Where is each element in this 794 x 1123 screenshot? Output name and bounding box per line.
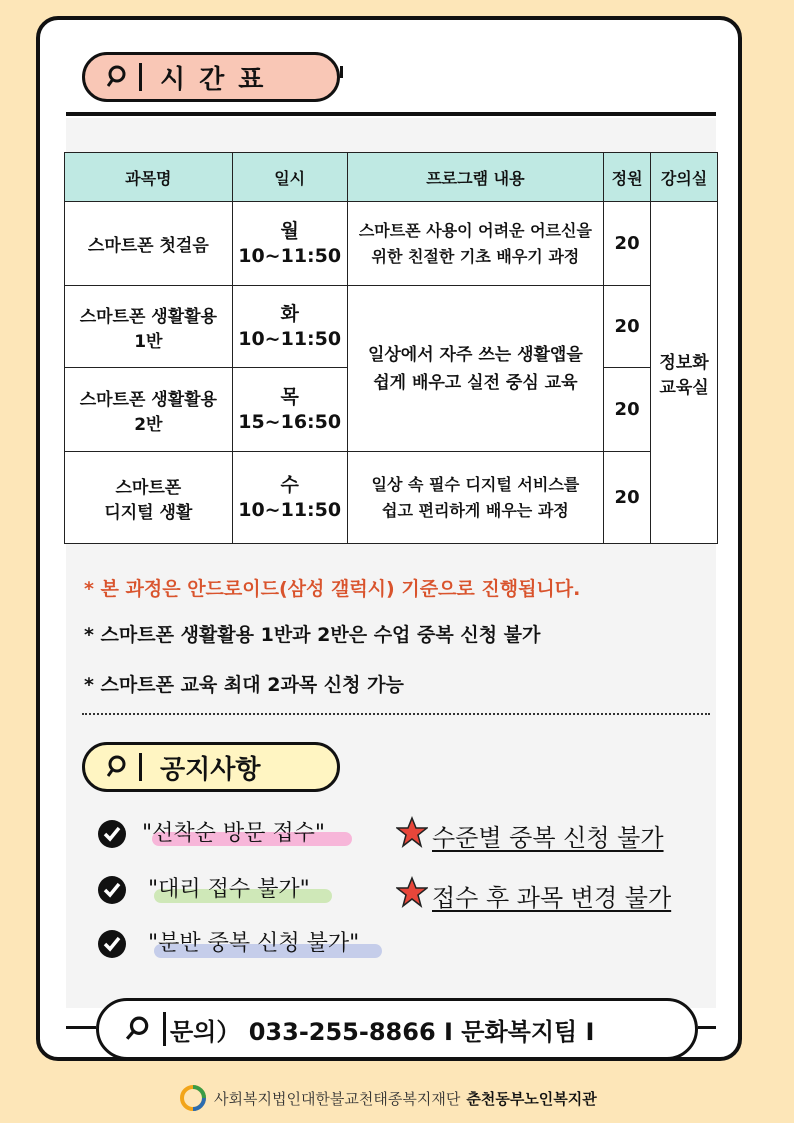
contact-text: 문의） 033-255-8866 Ι 문화복지팀 Ι	[170, 1017, 595, 1046]
table-header-row	[65, 153, 718, 202]
divider	[340, 66, 343, 78]
timetable-heading	[82, 52, 340, 102]
course-datetime: 화 10~11:50	[232, 286, 347, 368]
note-android: * 본 과정은 안드로이드(삼성 갤럭시) 기준으로 진행됩니다.	[84, 578, 581, 600]
course-datetime: 목 15~16:50	[232, 368, 347, 452]
check-icon	[98, 930, 126, 958]
star-icon	[396, 876, 428, 908]
course-name: 스마트폰 첫걸음	[65, 202, 233, 286]
footer	[180, 1083, 597, 1113]
contact-bar	[96, 998, 698, 1060]
star-item: 수준별 중복 신청 불가	[432, 824, 664, 852]
course-datetime: 수 10~11:50	[232, 452, 347, 544]
notice-item: "분반 중복 신청 불가"	[148, 931, 360, 956]
divider	[66, 1026, 96, 1029]
check-icon	[98, 820, 126, 848]
course-capacity: 20	[604, 286, 651, 368]
course-desc: 스마트폰 사용이 어려운 어르신을 위한 친절한 기초 배우기 과정	[347, 202, 603, 286]
divider	[163, 1012, 166, 1046]
notice-item: "대리 접수 불가"	[148, 877, 310, 902]
star-icon	[396, 816, 428, 848]
course-name: 스마트폰 생활활용 2반	[65, 368, 233, 452]
divider	[139, 63, 142, 91]
header-datetime: 일시	[232, 153, 347, 202]
logo-icon	[180, 1085, 206, 1111]
divider	[82, 713, 710, 715]
classroom: 정보화 교육실	[651, 202, 718, 544]
table-row	[65, 452, 718, 544]
note-duplicate: * 스마트폰 생활활용 1반과 2반은 수업 중복 신청 불가	[84, 624, 541, 646]
course-desc: 일상 속 필수 디지털 서비스를 쉽고 편리하게 배우는 과정	[347, 452, 603, 544]
divider	[139, 753, 142, 781]
notice-title: 공지사항	[160, 754, 261, 785]
header-room: 강의실	[651, 153, 718, 202]
notice-heading	[82, 742, 340, 792]
divider	[66, 112, 716, 116]
header-content: 프로그램 내용	[347, 153, 603, 202]
table-row	[65, 202, 718, 286]
footer-org: 사회복지법인대한불교천태종복지재단	[214, 1089, 461, 1108]
search-icon	[107, 755, 131, 779]
star-item: 접수 후 과목 변경 불가	[432, 884, 672, 912]
search-icon	[125, 1016, 151, 1042]
note-max-courses: * 스마트폰 교육 최대 2과목 신청 가능	[84, 674, 404, 696]
footer-center: 춘천동부노인복지관	[466, 1089, 597, 1108]
course-capacity: 20	[604, 452, 651, 544]
search-icon	[107, 65, 131, 89]
course-name: 스마트폰 디지털 생활	[65, 452, 233, 544]
header-course: 과목명	[65, 153, 233, 202]
notice-item: "선착순 방문 접수"	[142, 821, 325, 846]
course-capacity: 20	[604, 368, 651, 452]
check-icon	[98, 876, 126, 904]
timetable-title: 시간표	[160, 64, 278, 95]
course-name: 스마트폰 생활활용 1반	[65, 286, 233, 368]
course-desc: 일상에서 자주 쓰는 생활앱을 쉽게 배우고 실전 중심 교육	[347, 286, 603, 452]
course-capacity: 20	[604, 202, 651, 286]
course-datetime: 월 10~11:50	[232, 202, 347, 286]
divider	[698, 1026, 716, 1029]
table-row	[65, 286, 718, 368]
timetable	[64, 152, 718, 544]
header-capacity: 정원	[604, 153, 651, 202]
